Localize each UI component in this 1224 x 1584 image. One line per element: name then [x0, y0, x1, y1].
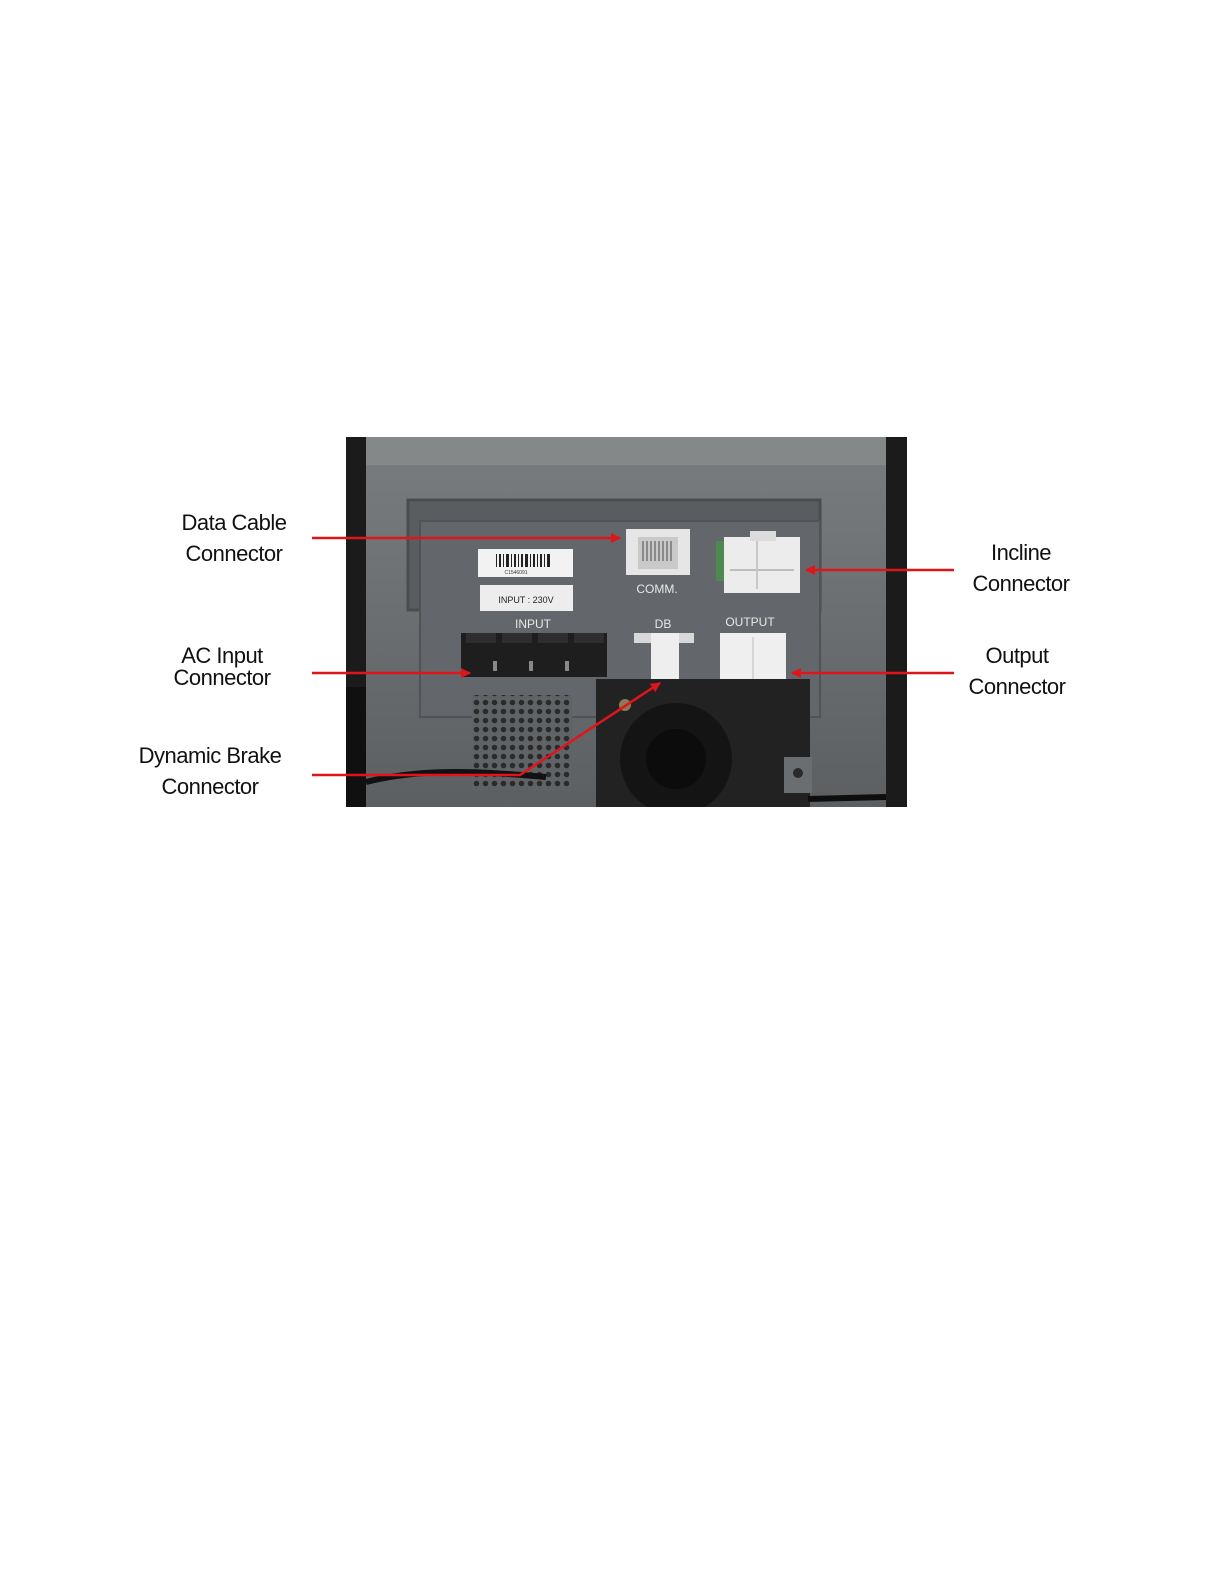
- ac-input-label-line2: Connector: [173, 665, 271, 690]
- ac-input-connector-label: [150, 645, 294, 689]
- data-cable-label-line2: Connector: [185, 541, 283, 566]
- dynamic-brake-connector-label: [126, 740, 294, 802]
- dynamic-brake-label-line1: Dynamic Brake: [138, 743, 282, 768]
- barcode-label: [478, 549, 573, 577]
- output-text: OUTPUT: [725, 615, 775, 629]
- ac-input-label-line1: AC Input: [181, 643, 263, 668]
- cooling-fan: [596, 679, 810, 807]
- output-label-line2: Connector: [968, 674, 1066, 699]
- output-connector-label: [955, 640, 1079, 702]
- input-text: INPUT: [515, 617, 551, 631]
- dynamic-brake-label-line2: Connector: [161, 774, 259, 799]
- ac-input-port: [461, 633, 607, 677]
- data-cable-connector-label: [150, 507, 318, 569]
- incline-connector-label: [958, 537, 1084, 599]
- incline-port: [716, 531, 800, 593]
- data-cable-label-line1: Data Cable: [181, 510, 287, 535]
- incline-label-line2: Connector: [972, 571, 1070, 596]
- comm-port: [626, 529, 690, 575]
- output-label-line1: Output: [985, 643, 1049, 668]
- incline-label-line1: Incline: [990, 540, 1052, 565]
- motor-controller-photo: [346, 437, 907, 807]
- comm-text: COMM.: [636, 582, 678, 596]
- serial-text: C1546091: [504, 570, 528, 576]
- input-rating-text: INPUT : 230V: [498, 595, 554, 605]
- db-text: DB: [654, 617, 672, 631]
